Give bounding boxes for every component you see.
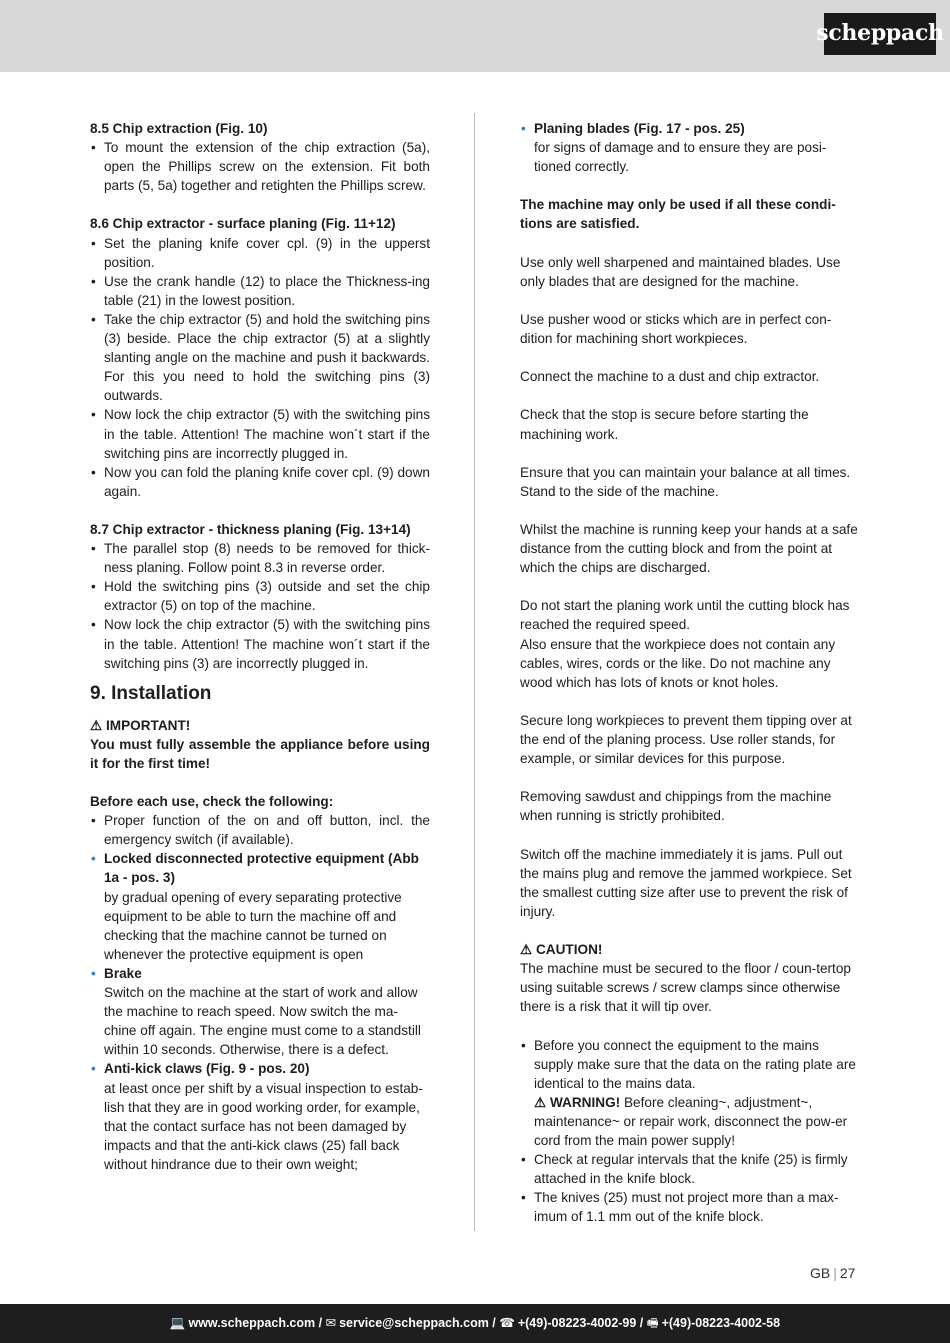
- check-item-text: at least once per shift by a visual inspection to estab-lish that they are in good working order, for example, that the contact surface has not been damaged by impacts and that the anti-kick claws (25) fall back without hindrance due to their own weight;: [104, 1080, 423, 1172]
- paragraph: Check that the stop is secure before starting the machining work.: [520, 407, 809, 442]
- page-lang: GB: [810, 1265, 831, 1281]
- footer-phone: +(49)-08223-4002-99 /: [517, 1316, 644, 1330]
- list-item: [520, 1036, 860, 1151]
- warning-text: Before cleaning~, adjustment~, maintenance~ or repair work, disconnect the pow-er cord from the main power supply!: [534, 1094, 848, 1148]
- footer-email-link[interactable]: service@scheppach.com /: [339, 1316, 496, 1330]
- list-item: • Now lock the chip extractor (5) with the switching pins in the table. Attention! The machine won´t start if the switching pins (3) are incorrectly plugged in.: [90, 615, 430, 672]
- page-number: [810, 1264, 855, 1283]
- list-item: [520, 119, 860, 176]
- footer-bar: [0, 1304, 950, 1343]
- left-column: [90, 119, 430, 1174]
- scheppach-logo: scheppach: [824, 13, 936, 55]
- page-number-value: 27: [839, 1265, 856, 1281]
- section-8-7-list: [90, 539, 430, 673]
- section-8-6-title: 8.6 Chip extractor - surface planing (Fig. 11+12): [90, 216, 396, 232]
- paragraph: Whilst the machine is running keep your hands at a safe distance from the cutting block and from the point at which the chips are discharged.: [520, 521, 858, 576]
- list-item: • Proper function of the on and off button, incl. the emergency switch (if available).: [90, 811, 430, 849]
- list-item-text: • Before you connect the equipment to the mains supply make sure that the data on the rating plate are identical to the mains data.: [534, 1037, 856, 1091]
- conditions-note: The machine may only be used if all these condi-tions are satisfied.: [520, 197, 836, 232]
- list-item: • To mount the extension of the chip extraction (5a), open the Phillips screw on the extension. Fit both parts (5, 5a) together and retighten the Phillips screw.: [90, 138, 430, 195]
- paragraph: Connect the machine to a dust and chip extractor.: [520, 369, 820, 385]
- list-item: • Take the chip extractor (5) and hold the switching pins (3) beside. Place the chip extractor (5) at a slightly slanting angle on the machine and push it backwards. For this you need to hold the switching pins (3) outwards.: [90, 310, 430, 405]
- list-item: • Now lock the chip extractor (5) with the switching pins in the table. Attention! The machine won´t start if the switching pins are incorrectly plugged in.: [90, 405, 430, 462]
- page-separator: |: [833, 1265, 837, 1281]
- header-band: [0, 0, 950, 72]
- paragraph: Do not start the planing work until the cutting block has reached the required speed.: [520, 598, 850, 633]
- warning-label: ⚠ WARNING!: [534, 1094, 621, 1110]
- list-item: [90, 1059, 430, 1174]
- paragraph: Use only well sharpened and maintained blades. Use only blades that are designed for the machine.: [520, 254, 841, 289]
- caution-label: ⚠ CAUTION!: [520, 942, 603, 958]
- check-item-title: • Brake: [104, 965, 142, 981]
- caution-text: The machine must be secured to the floor / coun-tertop using suitable screws / screw clamps since otherwise there is a risk that it will tip over.: [520, 961, 851, 1015]
- section-8-5-title: 8.5 Chip extraction (Fig. 10): [90, 121, 268, 136]
- mail-icon: ✉: [325, 1316, 337, 1330]
- section-8-7-title: 8.7 Chip extractor - thickness planing (Fig. 13+14): [90, 521, 411, 537]
- footer-website-link[interactable]: www.scheppach.com /: [188, 1316, 323, 1330]
- fax-icon: 🖷: [646, 1316, 659, 1330]
- check-item-title: • Anti-kick claws (Fig. 9 - pos. 20): [104, 1061, 310, 1077]
- warning-note: [534, 1093, 860, 1150]
- check-title: Before each use, check the following:: [90, 794, 334, 810]
- section-8-6-list: [90, 234, 430, 501]
- paragraph: Switch off the machine immediately it is jams. Pull out the mains plug and remove the jammed workpiece. Set the smallest cutting size after use to prevent the risk of injury.: [520, 846, 852, 919]
- check-list: [90, 811, 430, 1174]
- list-item: • Hold the switching pins (3) outside and set the chip extractor (5) on top of the machine.: [90, 577, 430, 615]
- important-label: ⚠ IMPORTANT!: [90, 717, 191, 733]
- list-item: • Check at regular intervals that the knife (25) is firmly attached in the knife block.: [520, 1150, 860, 1188]
- safety-list: [520, 1036, 860, 1227]
- list-item: • The knives (25) must not project more than a max-imum of 1.1 mm out of the knife block.: [520, 1188, 860, 1226]
- list-item: [90, 849, 430, 964]
- paragraph: Also ensure that the workpiece does not contain any cables, wires, cords or the like. Do not machine any wood which has lots of knots or knot holes.: [520, 636, 836, 690]
- list-item: [90, 964, 430, 1059]
- computer-icon: 💻: [169, 1316, 186, 1330]
- paragraph: Ensure that you can maintain your balance at all times. Stand to the side of the machine.: [520, 464, 851, 499]
- blades-text: for signs of damage and to ensure they are posi-tioned correctly.: [534, 140, 827, 175]
- paragraph: Secure long workpieces to prevent them tipping over at the end of the planing process. Use roller stands, for example, or similar devices for this purpose.: [520, 712, 852, 767]
- section-9-title: 9. Installation: [90, 682, 212, 704]
- list-item: • Now you can fold the planing knife cover cpl. (9) down again.: [90, 463, 430, 501]
- right-column: [520, 119, 860, 1226]
- check-item-text: by gradual opening of every separating protective equipment to be able to turn the machine off and checking that the machine cannot be turned on whenever the protective equipment is open: [104, 889, 402, 962]
- blades-list: [520, 119, 860, 176]
- list-item: • Use the crank handle (12) to place the Thickness-ing table (21) in the lowest position.: [90, 272, 430, 310]
- paragraph: Removing sawdust and chippings from the machine when running is strictly prohibited.: [520, 789, 832, 824]
- section-8-5-list: [90, 138, 430, 195]
- paragraph: Use pusher wood or sticks which are in perfect con-dition for machining short workpieces.: [520, 311, 832, 347]
- check-item-text: Switch on the machine at the start of work and allow the machine to reach speed. Now switch the ma-chine off again. The engine must come to a standstill within 10 seconds. Otherwise, there is a defect.: [104, 985, 421, 1058]
- check-item-title: • Locked disconnected protective equipment (Abb 1a - pos. 3): [104, 851, 419, 886]
- column-divider: [474, 113, 475, 1231]
- list-item: • The parallel stop (8) needs to be removed for thick-ness planing. Follow point 8.3 in reverse order.: [90, 539, 430, 577]
- phone-icon: ☎: [499, 1316, 515, 1330]
- footer-fax: +(49)-08223-4002-58: [661, 1316, 781, 1330]
- blades-title: • Planing blades (Fig. 17 - pos. 25): [534, 121, 745, 136]
- important-text: You must fully assemble the appliance before using it for the first time!: [90, 736, 430, 771]
- list-item: • Set the planing knife cover cpl. (9) in the upperst position.: [90, 234, 430, 272]
